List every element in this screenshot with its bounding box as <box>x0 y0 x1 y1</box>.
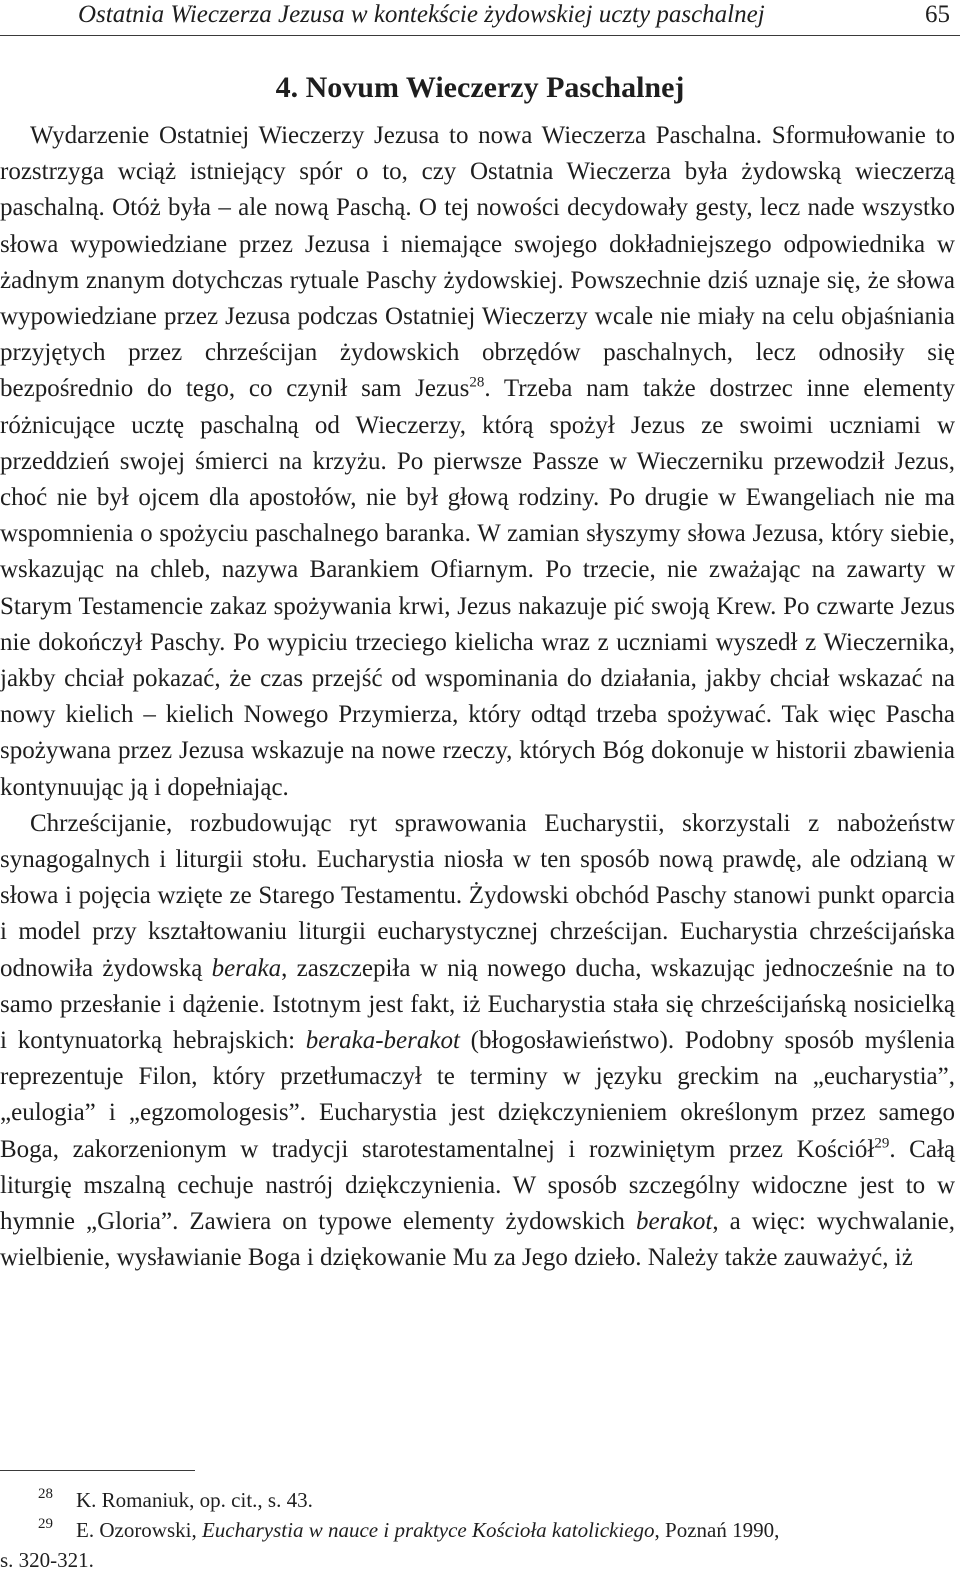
paragraph-1-text-a: Wydarzenie Ostatniej Wieczerzy Jezusa to nowa Wieczerza Paschalna. Sformułowanie to rozstrzyga wciąż istniejący spór o to, czy Ostatnia Wieczerza była żydowską wieczerzą paschalną. Otóż była – ale nową Paschą. O tej nowości decydowały gesty, lecz nade wszystko słowa wypowiedziane przez Jezusa i niemające swojego dokładniejszego odpowiednika w żadnym znanym dotychczas rytuale Paschy żydowskiej. Powszechnie dziś uznaje się, że słowa wypowiedziane przez Jezusa podczas Ostatniej Wieczerzy wcale nie miały na celu objaśniania przyjętych przez chrześcijan żydowskich obrzędów paschalnych, lecz odnosiły się bezpośrednio do tego, co czynił sam Jezus <box>0 122 955 403</box>
paragraph-2-text-d: . Całą liturgię mszalną cechuje nastrój dziękczynienia. W sposób szczególny widoczne jest to w hymnie „Gloria”. Zawiera on typowe elementy żydowskich <box>0 1135 955 1236</box>
footnote-text-post: , Poznań 1990, <box>654 1518 780 1542</box>
footnote-29 <box>0 1515 955 1575</box>
term-beraka: beraka <box>211 954 282 982</box>
footnote-cited-title: Eucharystia w nauce i praktyce Kościoła katolickiego <box>201 1518 655 1542</box>
term-beraka-berakot: beraka-berakot <box>305 1027 460 1055</box>
footnote-text-pre: E. Ozorowski, <box>76 1518 202 1542</box>
footnotes <box>0 1485 955 1575</box>
paragraph-2-text-e: , a więc: wychwalanie, wielbienie, wysławianie Boga i dziękowanie Mu za Jego dzieło. Należy także zauważyć, iż <box>0 1208 955 1272</box>
paragraph-2-text-a: Chrześcijanie, rozbudowując ryt sprawowania Eucharystii, skorzystali z nabożeństw synagogalnych i liturgii stołu. Eucharystia niosła w ten sposób nową prawdę, ale odzianą w słowa i pojęcia wzięte ze Starego Testamentu. Żydowski obchód Paschy stanowi punkt oparcia i model przy kształtowaniu liturgii eucharystycznej chrześcijan. Eucharystia chrześcijańska odnowiła żydowską <box>0 809 955 982</box>
footnote-28 <box>0 1485 955 1515</box>
footnote-text-continuation: s. 320-321. <box>0 1548 94 1572</box>
page-number: 65 <box>925 1 950 28</box>
paragraph-2-text-b: , zaszczepiła w nią nowego ducha, wskazując jednocześnie na to samo przesłanie i dążenie. Istotnym jest fakt, iż Eucharystia stała się chrześcijańską nosicielką i kontynuatorką hebrajskich: <box>0 954 955 1055</box>
paragraph-1-text-b: . Trzeba nam także dostrzec inne elementy różnicujące ucztę paschalną od Wieczerzy, którą spożył Jezus ze swoimi uczniami w przeddzień swojej śmierci na krzyżu. Po pierwsze Passze w Wieczerniku przewodził Jezus, choć nie był ojcem dla apostołów, nie był głową rodziny. Po drugie w Ewangeliach nie ma wspomnienia o spożyciu paschalnego baranka. W zamian słyszymy słowa Jezusa, który siebie, wskazując na chleb, nazywa Barankiem Ofiarnym. Po trzecie, nie zważając na zawarty w Starym Testamencie zakaz spożywania krwi, Jezus nakazuje pić swoją Krew. Po czwarte Jezus nie dokończył Paschy. Po wypiciu trzeciego kielicha wraz z uczniami wyszedł z Wieczernika, jakby chciał pokazać, że czas przejść od wspominania do działania, jakby chciał wskazać na nowy kielich – kielich Nowego Przymierza, który odtąd trzeba spożywać. Tak więc Pascha spożywana przez Jezusa wskazuje na nowe rzeczy, których Bóg dokonuje w historii zbawienia kontynuując ją i dopełniając. <box>0 375 955 801</box>
term-berakot: berakot <box>635 1208 713 1236</box>
footnote-ref-28[interactable]: 28 <box>469 375 485 392</box>
paragraph-2 <box>0 806 955 1277</box>
running-header <box>0 0 960 32</box>
footnote-number: 28 <box>38 1486 53 1502</box>
footnote-rule <box>0 1470 195 1471</box>
header-rule <box>0 35 960 36</box>
footnote-ref-29[interactable]: 29 <box>874 1135 890 1152</box>
footnote-number: 29 <box>38 1516 53 1532</box>
paragraph-1 <box>0 118 955 806</box>
paragraph-2-text-c: (błogosławieństwo). Podobny sposób myślenia reprezentuje Filon, który przetłumaczył te terminy w języku greckim na „eucharystia”, „eulogia” i „egzomologesis”. Eucharystia jest dziękczynieniem określonym przez samego Boga, zakorzenionym w tradycji starotestamentalnej i rozwiniętym przez Kościół <box>0 1027 955 1163</box>
section-title: 4. Novum Wieczerzy Paschalnej <box>275 71 685 104</box>
body-text <box>0 118 955 1277</box>
running-title: Ostatnia Wieczerza Jezusa w kontekście żydowskiej uczty paschalnej <box>78 1 765 28</box>
footnote-text: K. Romaniuk, op. cit., s. 43. <box>76 1488 313 1512</box>
